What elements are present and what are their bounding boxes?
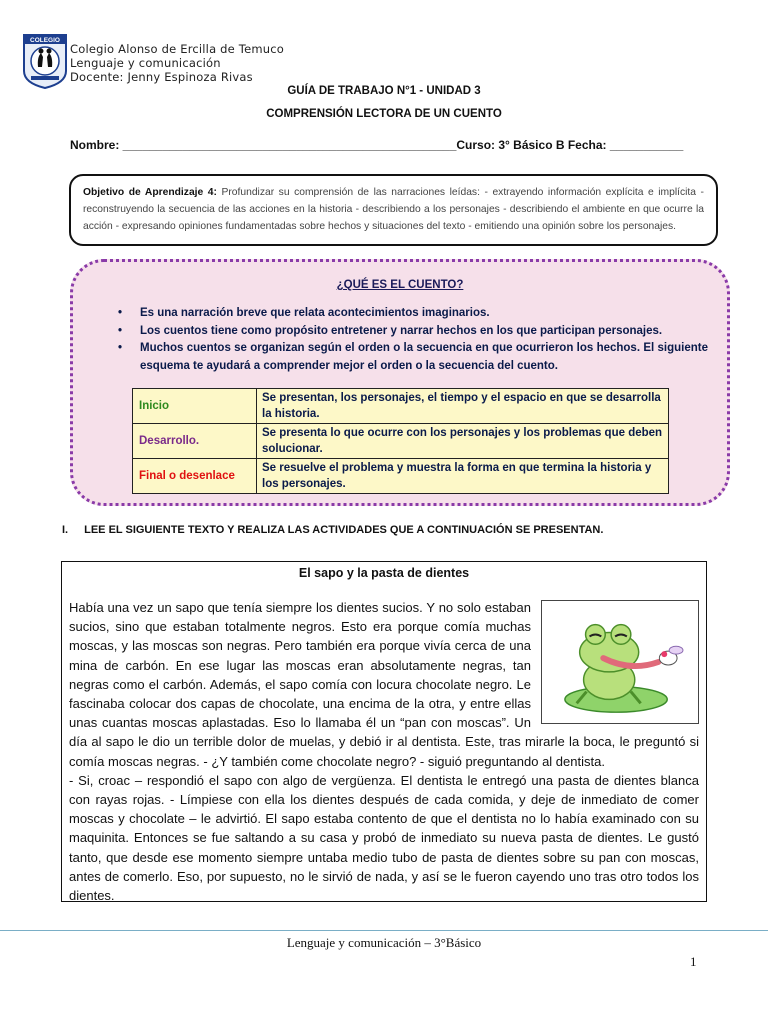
cuento-info-box <box>70 259 730 506</box>
list-item: • Es una narración breve que relata acontecimientos imaginarios. <box>118 305 708 323</box>
bullet-icon: • <box>118 307 123 319</box>
table-cell: Se presentan, los personajes, el tiempo y el espacio en que se desarrolla la historia. <box>257 389 669 424</box>
list-item: • Muchos cuentos se organizan según el orden o la secuencia en que ocurrieron los hechos. El siguiente esquema te ayudará a comprender mejor el orden o la secuencia del cuento. <box>118 342 708 372</box>
story-title: El sapo y la pasta de dientes <box>298 566 470 580</box>
objective-box <box>69 174 718 246</box>
frog-illustration <box>541 600 699 724</box>
guide-subtitle: COMPRENSIÓN LECTORA DE UN CUENTO <box>266 108 502 120</box>
guide-title: GUÍA DE TRABAJO N°1 - UNIDAD 3 <box>287 85 481 97</box>
table-label-final: Final o desenlace <box>133 459 257 494</box>
footer-divider <box>0 930 768 931</box>
story-structure-table <box>132 388 669 494</box>
cuento-bullet-list <box>118 305 708 375</box>
svg-text:COLEGIO: COLEGIO <box>30 37 60 44</box>
school-name: Colegio Alonso de Ercilla de Temuco <box>70 42 284 56</box>
section-instruction <box>62 524 603 536</box>
table-row <box>133 389 669 424</box>
section-text: LEE EL SIGUIENTE TEXTO Y REALIZA LAS ACTIVIDADES QUE A CONTINUACIÓN SE PRESENTAN. <box>84 524 604 536</box>
table-cell: Se presenta lo que ocurre con los personajes y los problemas que deben solucionar. <box>257 424 669 459</box>
student-info-line: Nombre: __________________________________________________Curso: 3° Básico B Fecha: ___________ <box>70 138 684 152</box>
school-logo <box>22 33 68 89</box>
bullet-icon: • <box>118 324 123 337</box>
objective-label: Objetivo de Aprendizaje 4: <box>83 187 217 198</box>
story-paragraph-1: Había una vez un sapo que tenía siempre los dientes sucios. Y no solo estaban sucios, sino que estaban totalmente negros. Esto era porque comía muchas moscas, y las moscas son negras. Pero también era porque vivía cerca de una mina de carbón. En ese lugar las moscas eran absolutamente negras, tan negras como el carbón. Además, el sapo comía con locura chocolate negro. Le fascinaba colocar dos capas de chocolate, una encima de la otra, y entre ellas unas cuantas moscas aplastadas. Eso lo llamaba él un “pan con moscas”. Un día al sapo le dio un terrible dolor de muelas, y debió ir al dentista. Este, tras mirarle la boca, le preguntó si comía moscas negras. - ¿Y también come chocolate negro? - siguió preguntando al dentista. <box>69 600 699 769</box>
footer-text: Lenguaje y comunicación – 3°Básico <box>286 935 482 950</box>
cuento-heading: ¿QUÉ ES EL CUENTO? <box>336 279 464 291</box>
page-number: 1 <box>690 954 697 969</box>
table-label-inicio: Inicio <box>133 389 257 424</box>
story-box <box>61 561 707 902</box>
story-paragraph-2: - Si, croac – respondió el sapo con algo de vergüenza. El dentista le entregó una pasta de dientes blanca con rayas rojas. - Límpiese con ella los dientes después de cada comida, y deje de inmediato de comer moscas y chocolate – le advirtió. El sapo estaba contento de que el dentista no lo había examinado con su maquinita. Entonces se fue saltando a su casa y probó de inmediato su nueva pasta de dientes. Le gustó tanto, que desde ese momento siempre untaba medio tubo de pasta de dientes sobre su pan con moscas, antes de comerlo. Eso, por supuesto, no le sirvió de nada, y así se le fueron cayendo uno tras otro todos los dientes. <box>69 772 699 904</box>
bullet-icon: • <box>118 342 123 354</box>
table-row <box>133 424 669 459</box>
teacher-name: Docente: Jenny Espinoza Rivas <box>70 70 253 84</box>
subject-name: Lenguaje y comunicación <box>70 56 221 70</box>
objective-text: Profundizar su comprensión de las narraciones leídas: - extrayendo información explícita e implícita - reconstruyendo la secuencia de las acciones en la historia - describiendo a los personajes - describiendo el ambiente en que ocurre la acción - expresando opiniones fundamentadas sobre hechos y situaciones del texto - emitiendo una opinión sobre los personajes. <box>83 187 704 232</box>
story-text <box>69 598 699 905</box>
section-number: I. <box>62 524 69 536</box>
list-item: • Los cuentos tiene como propósito entretener y narrar hechos en los que participan personajes. <box>118 323 708 341</box>
school-info <box>70 42 284 84</box>
table-row <box>133 459 669 494</box>
table-label-desarrollo: Desarrollo. <box>133 424 257 459</box>
table-cell: Se resuelve el problema y muestra la forma en que termina la historia y los personajes. <box>257 459 669 494</box>
